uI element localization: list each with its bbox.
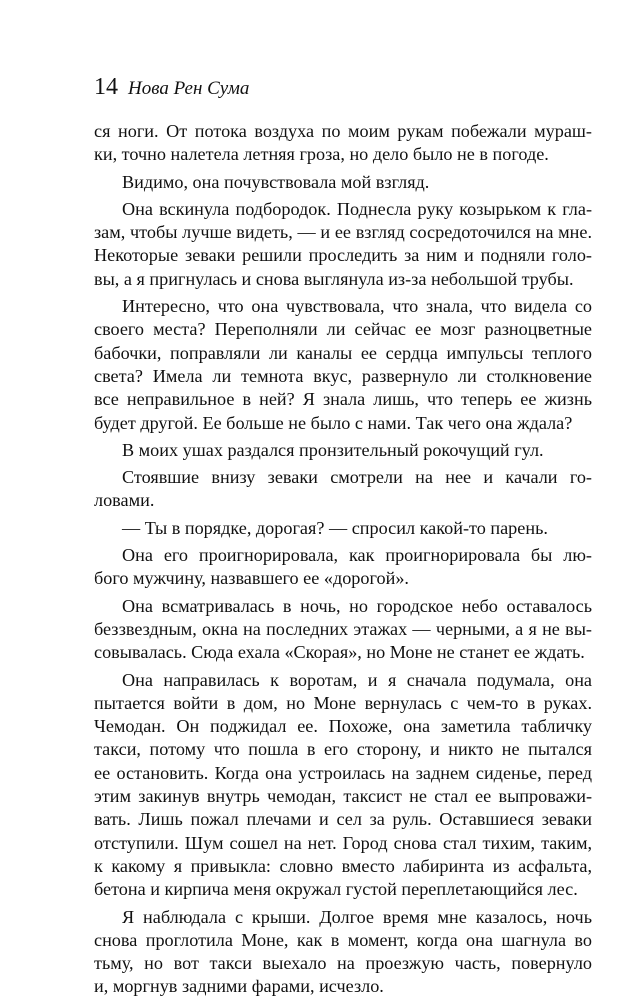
text-line: ся ноги. От потока воздуха по моим рукам побежали мураш- [94,121,592,141]
text-line: Чемодан. Он поджидал ее. Похоже, она заметила табличку [94,716,592,737]
text-line: Некоторые зеваки решили проследить за ним и подняли голо- [94,245,592,266]
text-line: снова проглотила Моне, как в момент, когда она шагнула во [94,929,592,950]
text-line: бетона и кирпича меня окружал густой переплетающийся лес. [94,879,578,900]
paragraph [94,906,592,999]
text-line: Я наблюдала с крыши. Долгое время мне казалось, ночь [122,906,592,927]
paragraph [94,198,592,291]
body-text [94,120,592,999]
text-line: все неправильное в ней? Я знала лишь, что теперь ее жизнь [94,389,592,410]
paragraph [94,595,592,665]
text-line: — Ты в порядке, дорогая? — спросил какой-то парень. [122,517,548,538]
text-line: света? Имела ли темнота вкус, развернуло ли столкновение [94,365,592,386]
text-line: Она его проигнорировала, как проигнорировала бы лю- [122,545,592,566]
paragraph [94,171,592,194]
text-line: Она всматривалась в ночь, но городское небо оставалось [122,595,592,616]
text-line: бого мужчину, назвавшего ее «дорогой». [94,568,409,589]
text-line: тьму, но вот такси выехало на проезжую часть, повернуло [94,953,592,974]
paragraph [94,466,592,513]
text-line: Она вскинула подбородок. Поднесла руку козырьком к гла- [122,198,592,219]
paragraph [94,544,592,591]
page-header [94,74,249,104]
text-line: ее остановить. Когда она устроилась на заднем сиденье, перед [94,762,592,783]
paragraph [94,120,592,167]
text-line: и, моргнув задними фарами, исчезло. [94,976,384,997]
text-line: В моих ушах раздался пронзительный рокочущий гул. [122,439,544,460]
text-line: отступили. Шум сошел на нет. Город снова стал тихим, таким, [94,832,592,853]
paragraph [94,295,592,435]
text-line: Стоявшие внизу зеваки смотрели на нее и качали го- [122,467,592,488]
text-line: ловами. [94,490,155,511]
text-line: к какому я привыкла: словно вместо лабиринта из асфальта, [94,855,592,876]
text-line: пытается войти в дом, но Моне вернулась с чем-то в руках. [94,692,592,713]
text-line: вы, а я пригнулась и снова выглянула из-за небольшой трубы. [94,268,574,289]
text-line: этим закинув внутрь чемодан, таксист не стал ее выпроважи- [94,786,592,807]
paragraph [94,669,592,902]
text-line: Видимо, она почувствовала мой взгляд. [122,171,430,192]
text-line: ки, точно налетела летняя гроза, но дело было не в погоде. [94,144,549,165]
text-line: будет другой. Ее больше не было с нами. Так чего она ждала? [94,412,573,433]
text-line: Интересно, что она чувствовала, что знала, что видела со [122,296,592,317]
paragraph [94,439,592,462]
text-line: бабочки, поправляли ли каналы ее сердца импульсы теплого [94,342,592,363]
paragraph [94,517,592,540]
text-line: совывалась. Сюда ехала «Скорая», но Моне не станет ее ждать. [94,642,585,663]
running-head-author: Нова Рен Сума [128,78,250,99]
text-line: такси, потому что пошла в его сторону, и никто не пытался [94,739,592,760]
text-line: вать. Лишь пожал плечами и сел за руль. Оставшиеся зеваки [94,809,592,830]
page-number: 14 [94,74,118,100]
text-line: зам, чтобы лучше видеть, — и ее взгляд сосредоточился на мне. [94,222,592,243]
text-line: своего места? Переполняли ли сейчас ее мозг разноцветные [94,319,592,340]
text-line: беззвездным, окна на последних этажах — черными, а я не вы- [94,618,592,639]
text-line: Она направилась к воротам, и я сначала подумала, она [122,669,592,690]
